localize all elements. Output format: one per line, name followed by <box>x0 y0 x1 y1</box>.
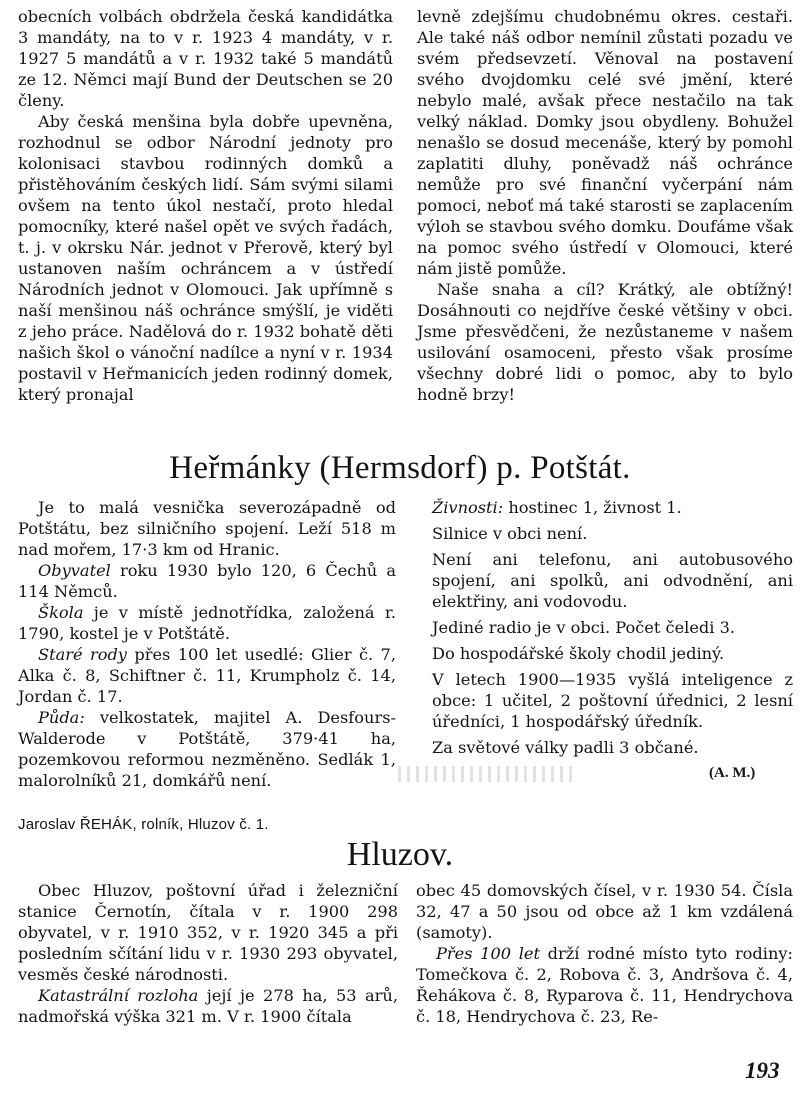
print-smudge <box>398 766 573 782</box>
paragraph: Naše snaha a cíl? Krátký, ale obtížný! Dosáhnouti co nejdříve české většiny v obci. Jsme přesvědčeni, že nezůstaneme v našem usilování osamoceni, přesto však prosíme všechny dobré lidi o pomoc, aby to bylo hodně brzy! <box>417 280 793 404</box>
paragraph: V letech 1900—1935 vyšlá inteligence z obce: 1 učitel, 2 poštovní úřednici, 2 lesní úředníci, 1 hospodářský úředník. <box>432 670 793 731</box>
paragraph: Je to malá vesnička severozápadně od Potštátu, bez silničního spojení. Leží 518 m nad mořem, 17·3 km od Hranic. <box>18 498 396 559</box>
hluzov-left-column <box>18 880 398 1027</box>
paragraph: Škola je v místě jednotřídka, založená r. 1790, kostel je v Potštátě. <box>18 603 396 643</box>
author-byline: Jaroslav ŘEHÁK, rolník, Hluzov č. 1. <box>18 816 269 833</box>
paragraph: Obyvatel roku 1930 bylo 120, 6 Čechů a 114 Němců. <box>18 561 396 601</box>
paragraph: Přes 100 let drží rodné místo tyto rodiny: Tomečkova č. 2, Robova č. 3, Andršova č. 4, Řehákova č. 8, Ryparova č. 11, Hendrychova č. 18, Hendrychova č. 23, Re- <box>416 944 793 1026</box>
paragraph: Jediné radio je v obci. Počet čeledi 3. <box>432 618 736 637</box>
paragraph: Půda: velkostatek, majitel A. Desfours-Walderode v Potštátě, 379·41 ha, pozemkovou reformou nezměněno. Sedlák 1, malorolníků 21, domkářů není. <box>18 708 396 790</box>
paragraph: Aby česká menšina byla dobře upevněna, rozhodnul se odbor Národní jednoty pro kolonisaci stavbou rodinných domků a přistěhováním českých lidí. Sám svými silami ovšem na tento úkol nestačí, proto hledal pomocníky, které našel opět ve svých řadách, t. j. v okrsku Nár. jednot v Přerově, který byl ustanoven naším ochráncem a v ústředí Národních jednot v Olomouci. Jak upřímně s naší menšinou náš ochránce smýšlí, je viděti z jeho práce. Nadělová do r. 1932 bohatě děti našich škol o vánoční nadílce a nyní v r. 1934 postavil v Heřmanicích jeden rodinný domek, který pronajal <box>18 112 393 404</box>
paragraph: obecních volbách obdržela česká kandidátka 3 mandáty, na to v r. 1923 4 mandáty, v r. 1927 5 mandátů a v r. 1932 také 5 mandátů ze 12. Němci mají Bund der Deutschen se 20 členy. <box>18 7 393 110</box>
paragraph: Živnosti: hostinec 1, živnost 1. <box>432 498 682 517</box>
paragraph: Obec Hluzov, poštovní úřad i železniční stanice Černotín, čítala v r. 1900 298 obyvatel, v r. 1910 352, v r. 1920 345 a při posledním sčítání lidu v r. 1930 293 obyvatel, vesměs české národnosti. <box>18 881 398 984</box>
hermanky-right-column <box>432 497 793 758</box>
author-initials: (A. M.) <box>709 765 756 781</box>
paragraph: obec 45 domovských čísel, v r. 1930 54. Čísla 32, 47 a 50 jsou od obce až 1 km vzdálená (samoty). <box>416 881 793 942</box>
paragraph: Není ani telefonu, ani autobusového spojení, ani spolků, ani odvodnění, ani elektřiny, ani vodovodu. <box>432 550 793 611</box>
paragraph: Staré rody přes 100 let usedlé: Glier č. 7, Alka č. 8, Schiftner č. 11, Krumpholz č. 14, Jordan č. 17. <box>18 645 396 706</box>
paragraph: levně zdejšímu chudobnému okres. cestaři. Ale také náš odbor nemínil zůstati pozadu ve svém předsevzetí. Věnoval na postavení svého dvojdomku celé své jmění, které nebylo malé, avšak přece nestačilo na tak velký náklad. Domky jsou obydleny. Bohužel nenašlo se dosud mecenáše, který by pomohl zaplatiti dluhy, poněvadž náš ochránce nemůže pro své finanční vyčerpání nám pomoci, neboť má také starosti se zaplacením výloh se stavbou svého domku. Doufáme však na pomoc svého ústředí v Olomouci, které nám jistě pomůže. <box>417 7 793 278</box>
top-left-column <box>18 6 393 405</box>
top-right-column <box>417 6 793 405</box>
paragraph: Do hospodářské školy chodil jediný. <box>432 644 725 663</box>
paragraph: Za světové války padli 3 občané. <box>432 738 699 757</box>
page-number: 193 <box>745 1058 780 1083</box>
section-title-hluzov: Hluzov. <box>346 836 454 873</box>
paragraph: Katastrální rozloha její je 278 ha, 53 arů, nadmořská výška 321 m. V r. 1900 čítala <box>18 986 398 1026</box>
paragraph: Silnice v obci není. <box>432 524 588 543</box>
hluzov-right-column <box>416 880 793 1027</box>
hermanky-left-column <box>18 497 396 791</box>
section-title-hermanky: Heřmánky (Hermsdorf) p. Potštát. <box>169 450 631 486</box>
